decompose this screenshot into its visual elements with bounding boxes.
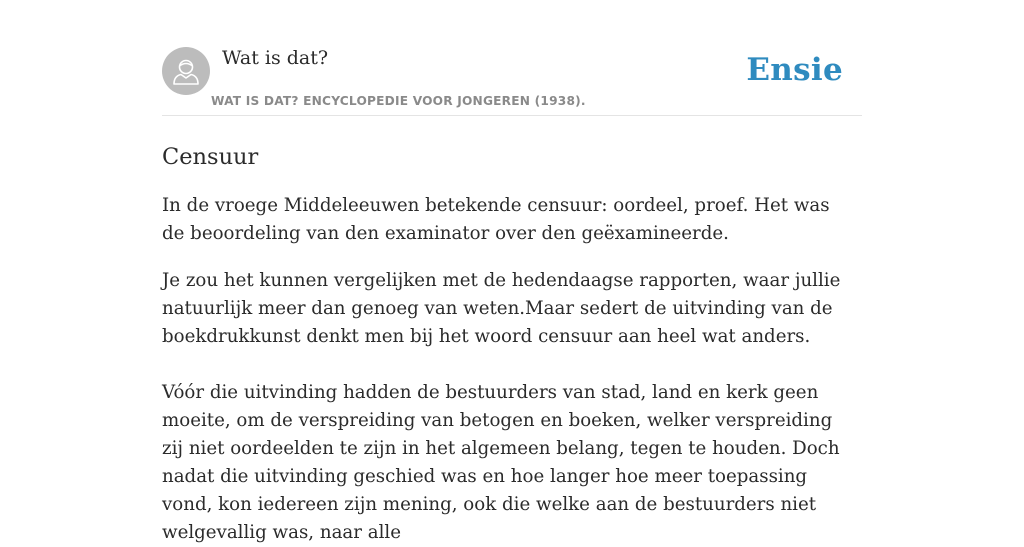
paragraph-spacer <box>162 351 852 379</box>
page <box>162 0 862 547</box>
article-paragraph: Je zou het kunnen vergelijken met de hedendaagse rapporten, waar jullie natuurlijk meer dan genoeg van weten.Maar sedert de uitvinding van de boekdrukkunst denkt men bij het woord censuur aan heel wat anders. <box>162 270 841 347</box>
avatar[interactable] <box>162 47 210 95</box>
ensie-logo[interactable]: Ensie <box>746 52 843 88</box>
article-body <box>162 192 852 547</box>
article-paragraph: In de vroege Middeleeuwen betekende censuur: oordeel, proef. Het was de beoordeling van den examinator over den geëxamineerde. <box>162 195 830 244</box>
source-header <box>162 0 862 116</box>
source-title[interactable]: Wat is dat? <box>222 47 329 69</box>
article-title: Censuur <box>162 144 259 170</box>
user-silhouette-icon <box>162 47 210 95</box>
article-paragraph: Vóór die uitvinding hadden de bestuurders van stad, land en kerk geen moeite, om de verspreiding van betogen en boeken, welker verspreiding zij niet oordeelden te zijn in het algemeen belang, tegen te houden. Doch nadat die uitvinding geschied was en hoe langer hoe meer toepassing vond, kon iedereen zijn mening, ook die welke aan de bestuurders niet welgevallig was, naar alle <box>162 382 840 543</box>
source-subtitle: WAT IS DAT? ENCYCLOPEDIE VOOR JONGEREN (1938). <box>211 94 586 108</box>
